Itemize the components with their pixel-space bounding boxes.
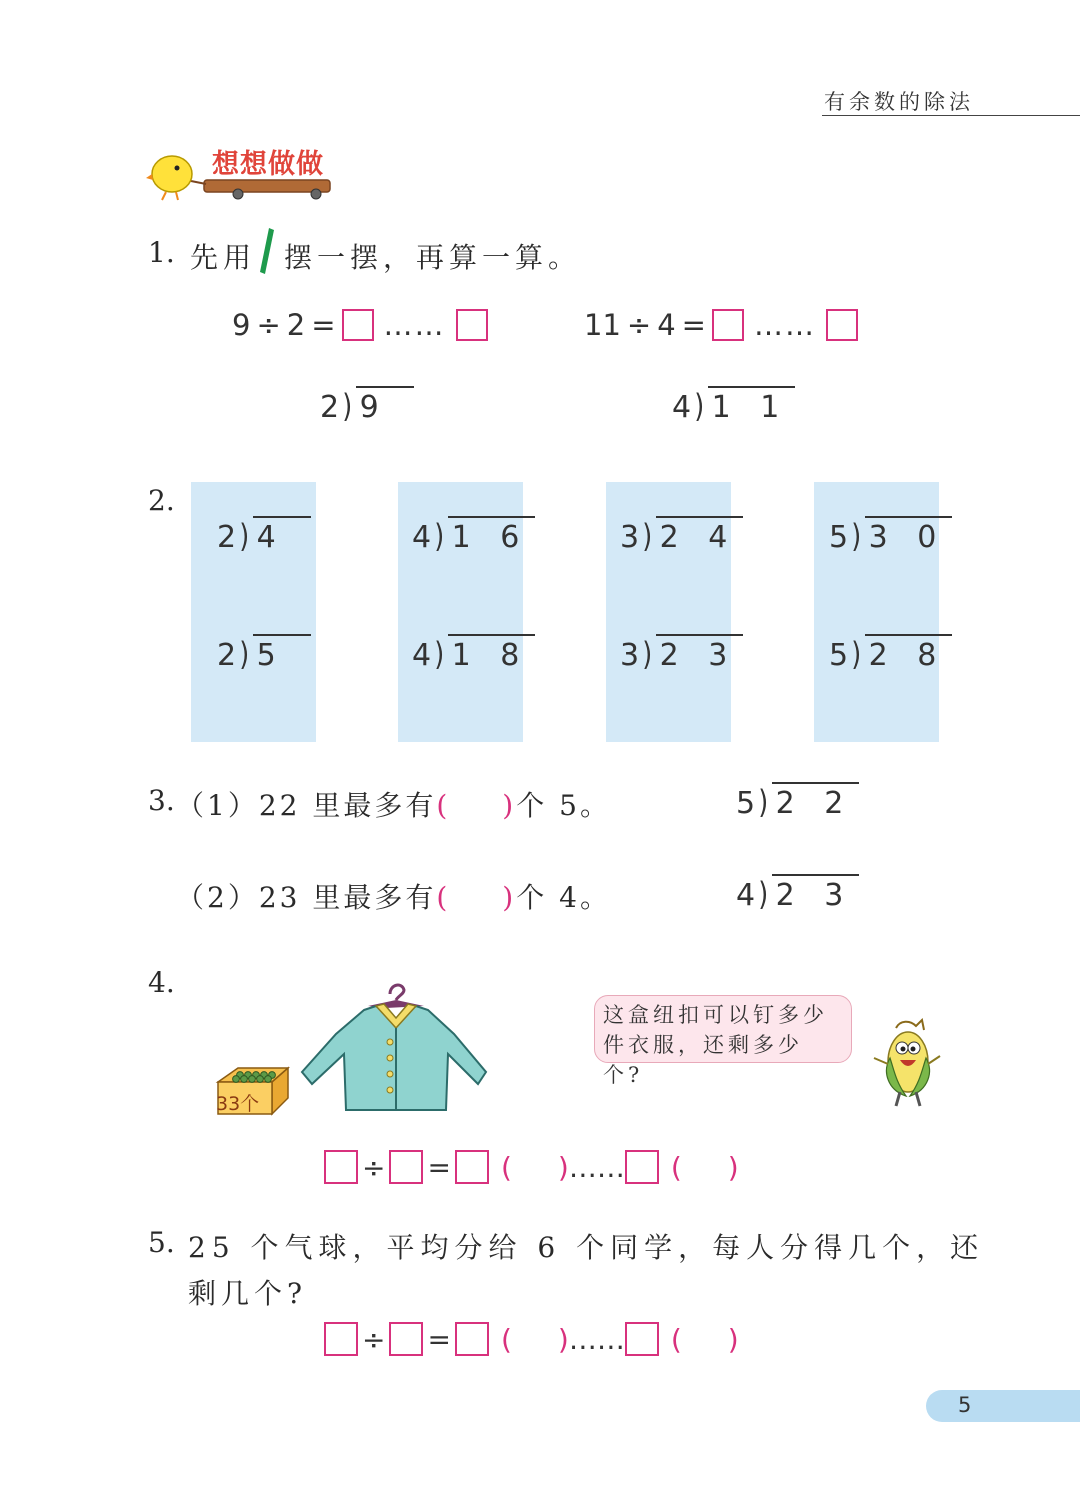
question-number: 2. — [148, 484, 175, 517]
q1-text-before: 先用 — [190, 241, 257, 274]
long-division: 5 ) 2 8 — [829, 634, 952, 673]
answer-box[interactable] — [455, 1150, 489, 1184]
answer-row: ÷ = ( ) …… ( ) — [324, 1150, 739, 1184]
answer-box[interactable] — [389, 1150, 423, 1184]
question-number: 4. — [148, 966, 175, 999]
answer-box[interactable] — [342, 309, 374, 341]
chapter-title: 有余数的除法 — [824, 90, 974, 114]
answer-box[interactable] — [389, 1322, 423, 1356]
page-number: 5 — [958, 1393, 972, 1417]
q1-text-after: 摆一摆，再算一算。 — [284, 241, 582, 274]
answer-box[interactable] — [625, 1150, 659, 1184]
long-division: 3 ) 2 4 — [620, 516, 743, 555]
long-division: 5 ) 2 2 — [736, 782, 859, 821]
answer-box[interactable] — [324, 1150, 358, 1184]
page-number-tab — [926, 1390, 1080, 1422]
long-division: 2 ) 5 — [217, 634, 311, 673]
question-number: 1. — [148, 236, 175, 269]
stick-icon — [258, 226, 276, 276]
answer-box[interactable] — [625, 1322, 659, 1356]
long-division: 2 ) 9 — [320, 386, 414, 425]
equation: 11 ÷ 4 = …… — [584, 308, 858, 342]
corn-character-icon — [866, 1018, 946, 1110]
section-title: 想想做做 — [212, 149, 324, 180]
jacket-icon — [298, 972, 490, 1116]
header-rule — [822, 115, 1080, 116]
answer-box[interactable] — [456, 309, 488, 341]
long-division: 4 ) 2 3 — [736, 874, 859, 913]
long-division: 4 ) 1 8 — [412, 634, 535, 673]
answer-row: ÷ = ( ) …… ( ) — [324, 1322, 739, 1356]
long-division: 4 ) 1 6 — [412, 516, 535, 555]
long-division: 3 ) 2 3 — [620, 634, 743, 673]
box-label: 33个 — [216, 1093, 260, 1115]
q3-item-1: （1）22 里最多有( )个 5。 — [176, 789, 611, 822]
answer-box[interactable] — [324, 1322, 358, 1356]
question-number: 5. — [148, 1226, 175, 1259]
long-division: 4 ) 1 1 — [672, 386, 795, 425]
q5-text-line1: 25 个气球，平均分给 6 个同学，每人分得几个，还 — [188, 1231, 985, 1264]
question-number: 3. — [148, 784, 175, 817]
answer-box[interactable] — [455, 1322, 489, 1356]
equation: 9 ÷ 2 = …… — [232, 308, 488, 342]
answer-box[interactable] — [826, 309, 858, 341]
answer-box[interactable] — [712, 309, 744, 341]
speech-bubble: 这盒纽扣可以钉多少 件衣服，还剩多少个? — [594, 995, 852, 1063]
long-division: 5 ) 3 0 — [829, 516, 952, 555]
q5-text-line2: 剩几个? — [188, 1277, 308, 1310]
q3-item-2: （2）23 里最多有( )个 4。 — [176, 881, 611, 914]
long-division: 2 ) 4 — [217, 516, 311, 555]
